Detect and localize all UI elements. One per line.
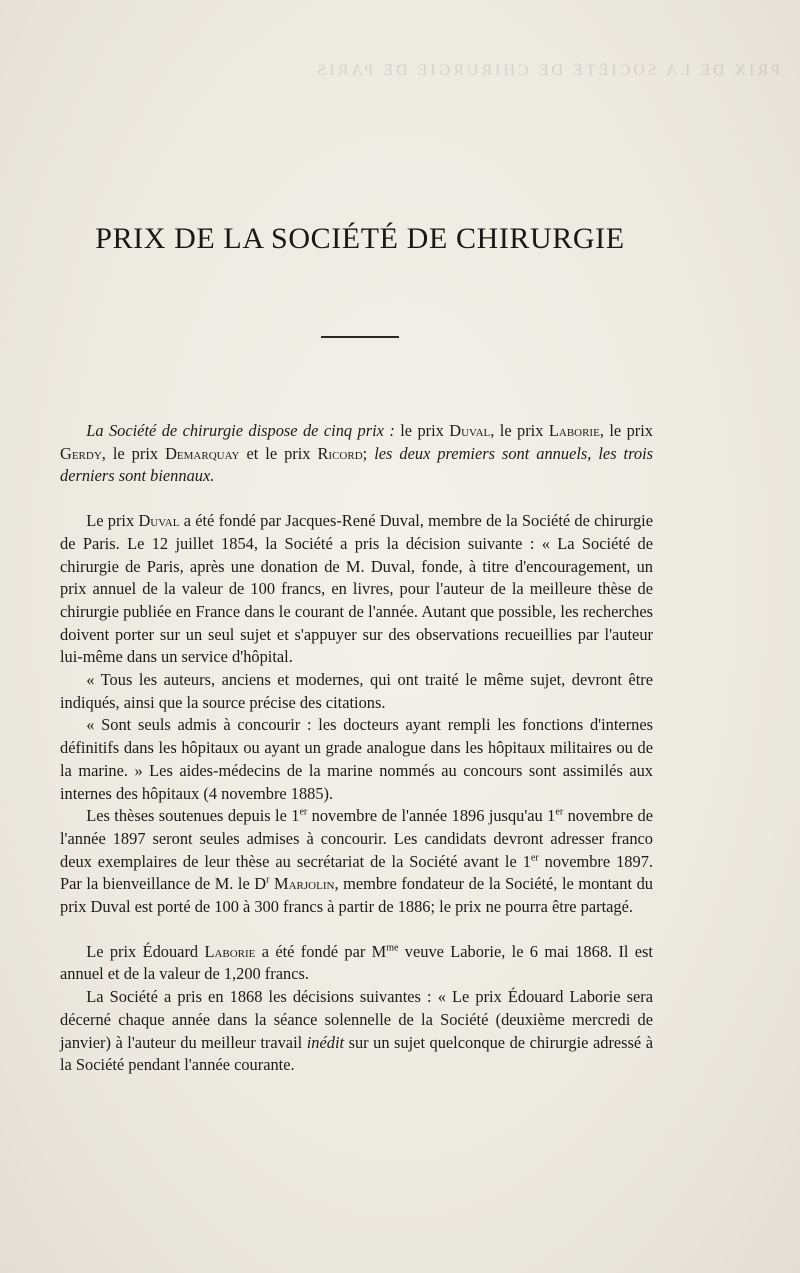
intro-text-5: et le prix [239, 443, 318, 463]
superscript: er [555, 806, 564, 818]
laborie-p2-b: sur un sujet quelconque de chirurgie adressé à la Société pendant l'année courante. [60, 1032, 654, 1075]
prize-name-laborie: Laborie [548, 421, 600, 440]
duval-p1-start: Le prix [86, 511, 139, 531]
duval-paragraph-4 [60, 805, 653, 919]
page-title: PRIX DE LA SOCIÉTÉ DE CHIRURGIE [95, 222, 625, 255]
superscript: me [386, 942, 399, 954]
duval-p1-rest: a été fondé par Jacques-René Duval, membre de la Société de chirurgie de Paris. Le 12 juillet 1854, la Société a pris la décision suivante : « La Société de chirurgie de Paris, après une donation de M. Duval, fonde, à titre d'encouragement, un prix annuel de la valeur de 100 francs, en livres, pour l'auteur de la meilleure thèse de chirurgie publiée en France dans le courant de l'année. Autant que possible, les recherches doivent porter sur un seul sujet et s'appuyer sur des observations recueillies par l'auteur lui-même dans un service d'hôpital. [60, 511, 654, 667]
laborie-p1-a: Le prix Édouard [86, 941, 205, 961]
prize-name-gerdy: Gerdy [60, 443, 102, 463]
duval-name: Duval [138, 511, 180, 531]
laborie-p1-c: veuve Laborie, le 6 mai 1868. Il est annuel et de la valeur de 1,200 francs. [60, 941, 653, 984]
duval-p4-b: novembre de l'année 1896 jusqu'au 1 [307, 806, 556, 826]
intro-text-3: , le prix [599, 421, 653, 440]
marjolin-name: Marjolin [274, 874, 335, 894]
duval-p4-e: , membre fondateur de la Société, le montant du prix Duval est porté de 100 à 300 francs à partir de 1886; le prix ne pourra être partagé. [60, 874, 653, 917]
intro-paragraph [60, 420, 653, 488]
duval-paragraph-1 [60, 510, 653, 669]
duval-p4-a: Les thèses soutenues depuis le 1 [86, 806, 300, 826]
intro-lead: La Société de chirurgie dispose de cinq prix : [86, 421, 395, 440]
intro-closing: les deux premiers sont annuels, les trois derniers sont biennaux. [60, 443, 654, 486]
prize-name-ricord: Ricord [317, 443, 363, 463]
duval-p4-c: novembre de l'année 1897 seront seules admises à concourir. Les candidats devront adresser franco deux exemplaires de leur thèse au secrétariat de la Société avant le 1 [60, 806, 653, 871]
superscript: er [299, 806, 308, 818]
laborie-paragraph-1 [60, 941, 653, 986]
intro-text-6: ; [362, 443, 375, 463]
intro-text-4: , le prix [101, 443, 166, 463]
prize-name-demarquay: Demarquay [165, 443, 240, 463]
duval-p4-d: novembre 1897. Par la bienveillance de M. le D [60, 851, 653, 894]
duval-paragraph-2: « Tous les auteurs, anciens et modernes, qui ont traité le même sujet, devront être indiqués, ainsi que la source précise des citations. [60, 670, 653, 712]
laborie-name: Laborie [204, 941, 256, 961]
laborie-p1-b: a été fondé par M [255, 941, 387, 961]
laborie-paragraph-2 [60, 986, 653, 1077]
prize-name-duval: Duval [449, 421, 491, 440]
bleed-through-text: PRIX DE LA SOCIÉTÉ DE CHIRURGIE DE PARIS [314, 62, 780, 79]
intro-text-1: le prix [394, 421, 450, 440]
superscript: er [530, 852, 539, 864]
duval-paragraph-3: « Sont seuls admis à concourir : les docteurs ayant rempli les fonctions d'internes définitifs dans les hôpitaux ou ayant un grade analogue dans les hôpitaux militaires ou de la marine. » Les aides-médecins de la marine nommés au concours sont assimilés aux internes des hôpitaux (4 novembre 1885). [60, 715, 653, 803]
inedit-word: inédit [306, 1032, 345, 1052]
article-body [60, 420, 653, 1077]
laborie-p2-a: La Société a pris en 1868 les décisions suivantes : « Le prix Édouard Laborie sera décerné chaque année dans la séance solennelle de la Société (deuxième mercredi de janvier) à l'auteur du meilleur travail [60, 987, 653, 1052]
title-rule [321, 336, 399, 338]
superscript: r [266, 874, 270, 886]
intro-text-2: , le prix [490, 421, 549, 440]
